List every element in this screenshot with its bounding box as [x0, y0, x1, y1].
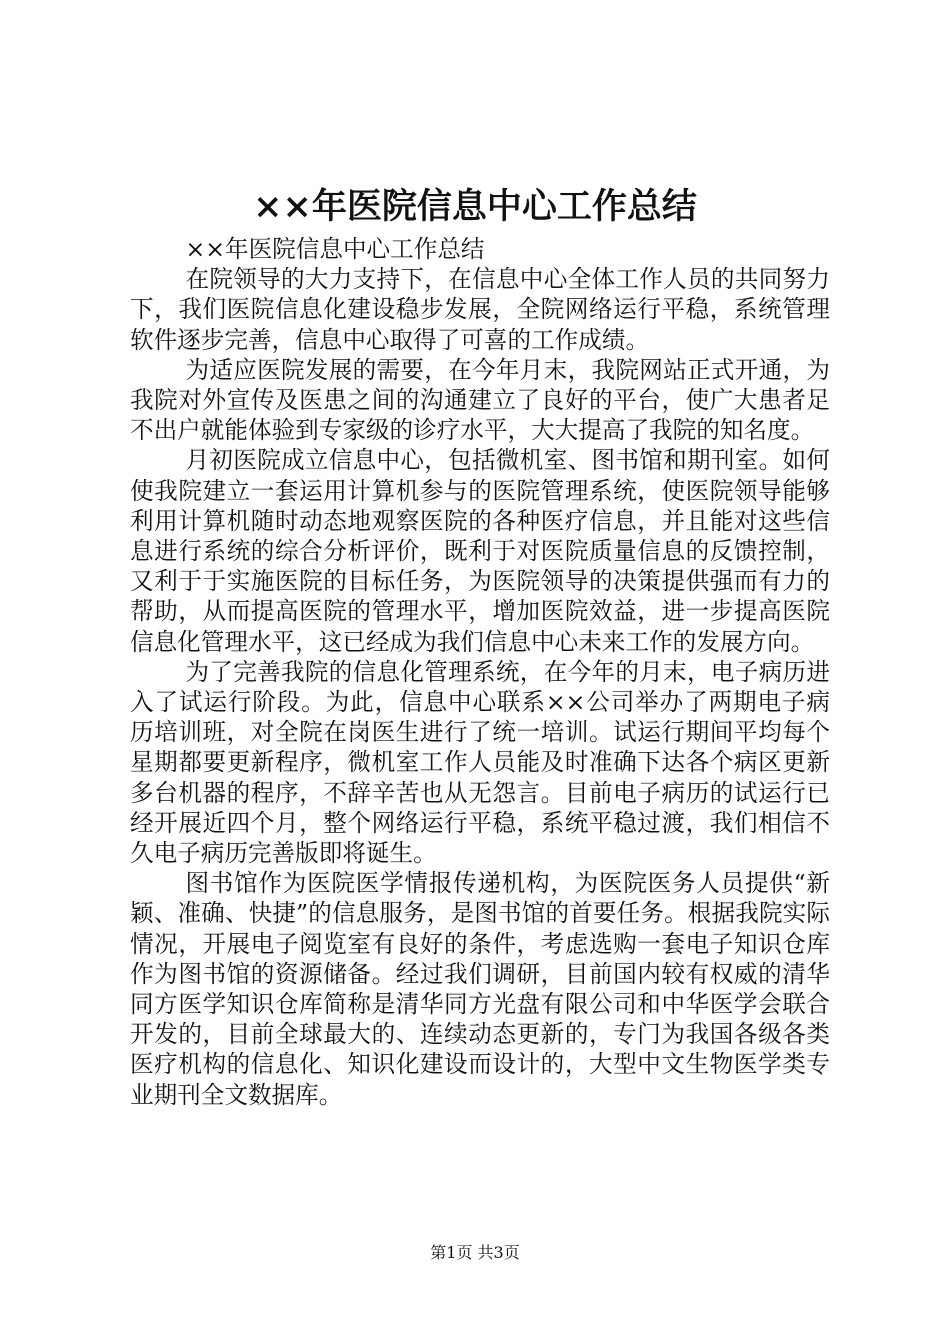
- paragraph-intro: 在院领导的大力支持下，在信息中心全体工作人员的共同努力下，我们医院信息化建设稳步发展，全院网络运行平稳，系统管理软件逐步完善，信息中心取得了可喜的工作成绩。: [130, 265, 830, 354]
- paragraph-emr: 为了完善我院的信息化管理系统，在今年的月末，电子病历进入了试运行阶段。为此，信息中心联系××公司举办了两期电子病历培训班，对全院在岗医生进行了统一培训。试运行期间平均每个星期都要更新程序，微机室工作人员能及时准确下达各个病区更新多台机器的程序，不辞辛苦也从无怨言。目前电子病历的试运行已经开展近四个月，整个网络运行平稳，系统平稳过渡，我们相信不久电子病历完善版即将诞生。: [130, 657, 830, 868]
- document-body: [130, 234, 830, 1110]
- paragraph-library: 图书馆作为医院医学情报传递机构，为医院医务人员提供“新颖、准确、快捷”的信息服务，是图书馆的首要任务。根据我院实际情况，开展电子阅览室有良好的条件，考虑选购一套电子知识仓库作为图书馆的资源储备。经过我们调研，目前国内较有权威的清华同方医学知识仓库简称是清华同方光盘有限公司和中华医学会联合开发的，目前全球最大的、连续动态更新的，专门为我国各级各类医疗机构的信息化、知识化建设而设计的，大型中文生物医学类专业期刊全文数据库。: [130, 869, 830, 1109]
- page-footer: 第1页 共3页: [430, 1243, 520, 1262]
- paragraph-subtitle: ××年医院信息中心工作总结: [185, 235, 485, 263]
- paragraph-info-center: 月初医院成立信息中心，包括微机室、图书馆和期刊室。如何使我院建立一套运用计算机参与的医院管理系统，使医院领导能够利用计算机随时动态地观察医院的各种医疗信息，并且能对这些信息进行系统的综合分析评价，既利于对医院质量信息的反馈控制，又利于于实施医院的目标任务，为医院领导的决策提供强而有力的帮助，从而提高医院的管理水平，增加医院效益，进一步提高医院信息化管理水平，这已经成为我们信息中心未来工作的发展方向。: [130, 446, 830, 656]
- document-title: ××年医院信息中心工作总结: [253, 186, 697, 227]
- paragraph-website: 为适应医院发展的需要，在今年月末，我院网站正式开通，为我院对外宣传及医患之间的沟通建立了良好的平台，使广大患者足不出户就能体验到专家级的诊疗水平，大大提高了我院的知名度。: [130, 355, 830, 445]
